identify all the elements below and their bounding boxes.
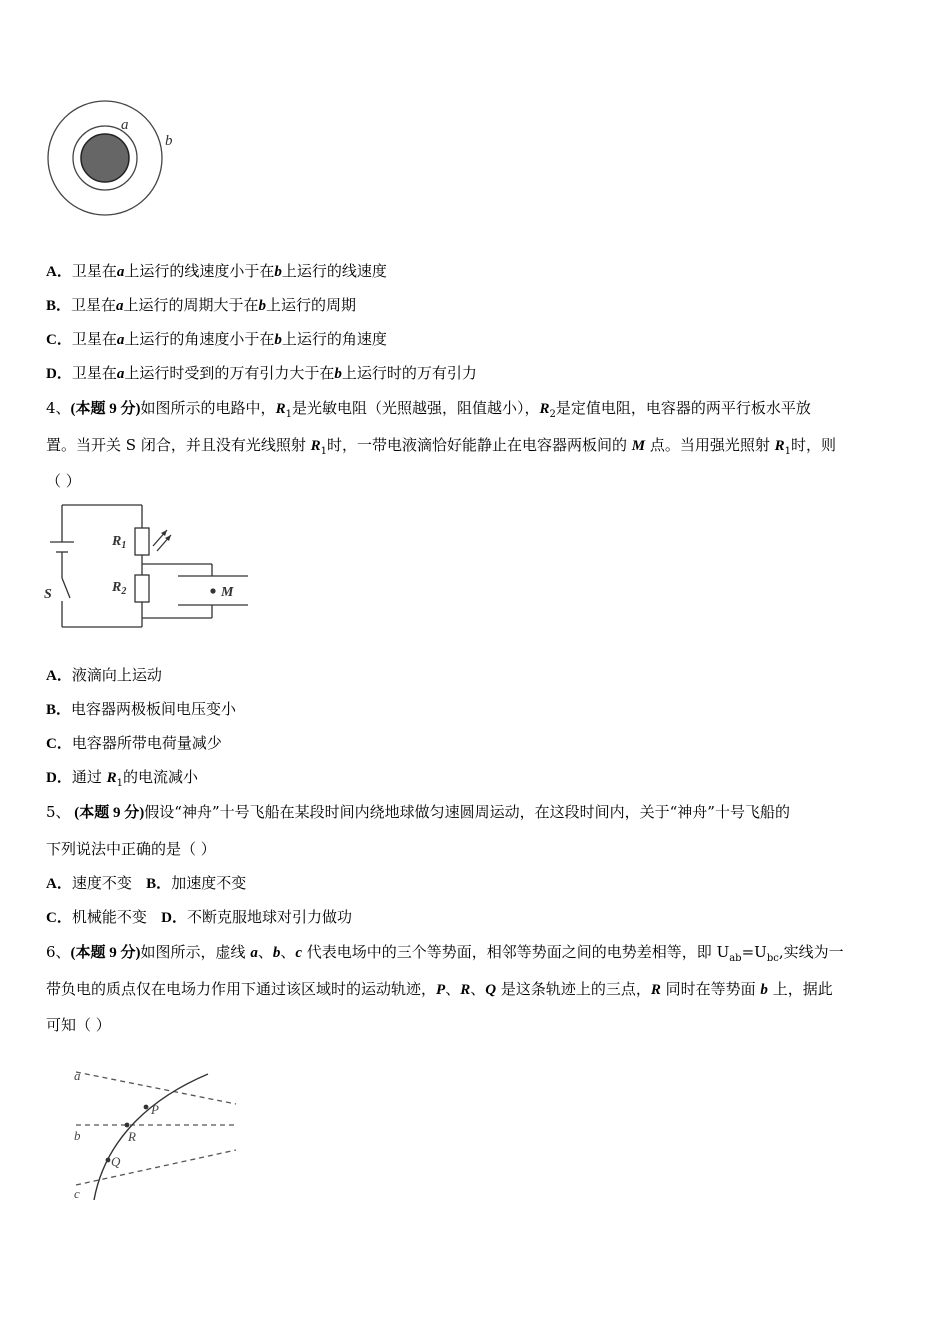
circuit-figure — [40, 498, 260, 633]
point-label-r: R — [128, 1129, 136, 1144]
earth-disk — [81, 134, 129, 182]
circuit-label-r2: $R_2$ — [112, 580, 127, 597]
r2-resistor — [135, 575, 149, 602]
q5-stem-line-2: 下列说法中正确的是（ ） — [46, 840, 216, 858]
point-p — [144, 1105, 149, 1110]
q4-option-d: D．通过 $R_1$的电流减小 — [46, 768, 199, 789]
orbit-label-a: a — [121, 117, 129, 133]
q4-stem-line-3: （ ） — [46, 472, 81, 490]
orbit-figure — [40, 95, 190, 225]
q3-option-a: A．卫星在a上运行的线速度小于在b上运行的线速度 — [46, 262, 387, 280]
equipotential-a — [76, 1072, 236, 1104]
circuit-label-s: S — [44, 587, 52, 602]
q6-stem-line-2: 带负电的质点仅在电场力作用下通过该区域时的运动轨迹，P、R、Q 是这条轨迹上的三点，R 同时在等势面 b 上，据此 — [46, 980, 833, 998]
q4-stem-line-2: 置。当开关 S 闭合，并且没有光线照射 $R_1$时，一带电液滴恰好能静止在电容器两板间的 M 点。当用强光照射 $R_1$时，则 — [46, 436, 837, 457]
q3-option-b: B．卫星在a上运行的周期大于在b上运行的周期 — [46, 296, 357, 314]
eq-label-c: c — [74, 1186, 80, 1201]
q5-options-cd: C．机械能不变 D．不断克服地球对引力做功 — [46, 908, 353, 926]
q5-options-ab: A．速度不变 B．加速度不变 — [46, 874, 247, 892]
r1-resistor — [135, 528, 149, 555]
orbit-label-b: b — [165, 133, 173, 149]
q5-stem-line-1: 5、 (本题 9 分)假设“神舟”十号飞船在某段时间内绕地球做匀速圆周运动，在这段时间内，关于“神舟”十号飞船的 — [46, 803, 790, 821]
trajectory — [94, 1074, 208, 1200]
q4-stem-line-1: 4、(本题 9 分)如图所示的电路中，$R_1$是光敏电阻（光照越强，阻值越小），$R_2$是定值电阻，电容器的两平行板水平放 — [46, 399, 811, 420]
q4-option-c: C．电容器所带电荷量减少 — [46, 734, 222, 752]
q3-option-c: C．卫星在a上运行的角速度小于在b上运行的角速度 — [46, 330, 387, 348]
eq-label-a: a — [74, 1068, 81, 1083]
equipotential-c — [76, 1150, 236, 1185]
point-q — [106, 1158, 111, 1163]
point-label-q: Q — [111, 1154, 121, 1169]
q3-option-d: D．卫星在a上运行时受到的万有引力大于在b上运行时的万有引力 — [46, 364, 477, 382]
eq-label-b: b — [74, 1128, 81, 1143]
point-label-p: P — [151, 1102, 159, 1117]
equipotential-figure — [66, 1060, 246, 1205]
q6-stem-line-1: 6、(本题 9 分)如图所示，虚线 a、b、c 代表电场中的三个等势面，相邻等势面之间的电势差相等，即 $U_{ab}=U_{bc}$,实线为一 — [46, 943, 844, 964]
circuit-label-m: M — [221, 585, 234, 600]
droplet-m — [210, 588, 215, 593]
q6-stem-line-3: 可知（ ） — [46, 1016, 111, 1034]
point-r — [125, 1123, 130, 1128]
q4-option-b: B．电容器两极板间电压变小 — [46, 700, 237, 718]
circuit-label-r1: $R_1$ — [112, 534, 127, 551]
q4-option-a: A．液滴向上运动 — [46, 666, 162, 684]
